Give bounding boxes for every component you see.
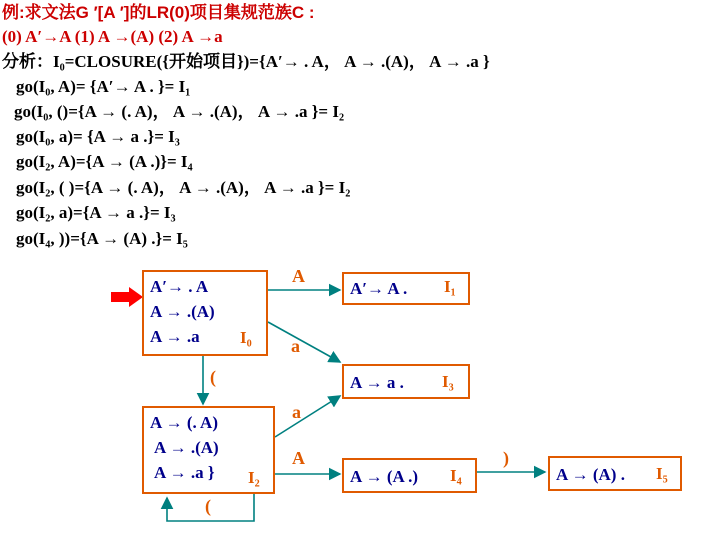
state-box-I5 (548, 456, 682, 491)
state-label-I2: I₂ (248, 468, 260, 487)
state-box-I2 (142, 406, 275, 494)
goto-step: go(I₂, A)={A → (A .)}= I₄ (16, 152, 193, 171)
lr-item: A → (. A) (150, 413, 218, 432)
goto-step: go(I₀, a)= {A → a .}= I₃ (16, 127, 180, 146)
state-box-I1 (342, 272, 470, 305)
goto-step: go(I₂, a)={A → a .}= I₃ (16, 203, 176, 222)
lr-item: A → .a } (154, 463, 215, 482)
goto-step: go(I₀, ()={A → (. A)， A → .(A)， A → .a }= I₂ (14, 102, 345, 121)
edge-label-I0-I2: ( (210, 367, 216, 387)
state-label-I4: I₄ (450, 466, 462, 485)
state-box-I4 (342, 458, 477, 493)
goto-step: go(I₀, A)= {A′→ A . }= I₁ (16, 77, 191, 96)
grammar-productions: (0) A′→A (1) A →(A) (2) A →a (2, 27, 223, 46)
edge-I2-I3 (275, 396, 340, 437)
lr-item: A → .(A) (154, 438, 219, 457)
goto-step: go(I₂, ( )={A → (. A)， A → .(A)， A → .a }= I₂ (16, 178, 351, 197)
goto-step: go(I₄, ))={A → (A) .}= I₅ (16, 229, 188, 248)
state-box-I3 (342, 364, 470, 399)
state-label-I3: I₃ (442, 372, 454, 391)
page-title: 例:求文法G ′[A ′]的LR(0)项目集规范族C : (2, 3, 315, 22)
edge-label-I0-I1: A (292, 266, 305, 286)
state-label-I1: I₁ (444, 277, 456, 296)
lr-item: A → .a (150, 327, 200, 346)
state-box-I0 (142, 270, 268, 356)
edge-label-I0-I3: a (291, 336, 300, 356)
edge-label-I2-I3: a (292, 402, 301, 422)
state-label-I0: I₀ (240, 328, 252, 347)
state-label-I5: I₅ (656, 464, 668, 483)
lr-item: A′→ A . (350, 279, 408, 298)
lr-item: A → (A .) (350, 467, 418, 486)
start-arrow-icon (111, 287, 143, 307)
analysis-intro: 分析：I₀=CLOSURE({开始项目})={A′→ . A， A → .(A)， A → .a } (2, 52, 490, 71)
lr-item: A → a . (350, 373, 404, 392)
edge-label-I4-I5: ) (503, 448, 509, 468)
lr-item: A′→ . A (150, 277, 209, 296)
edge-label-I2-I4: A (292, 448, 305, 468)
lr-item: A → (A) . (556, 465, 625, 484)
edge-I0-I3 (268, 322, 340, 362)
edge-label-I2-I2: ( (205, 496, 211, 516)
lr-item: A → .(A) (150, 302, 215, 321)
